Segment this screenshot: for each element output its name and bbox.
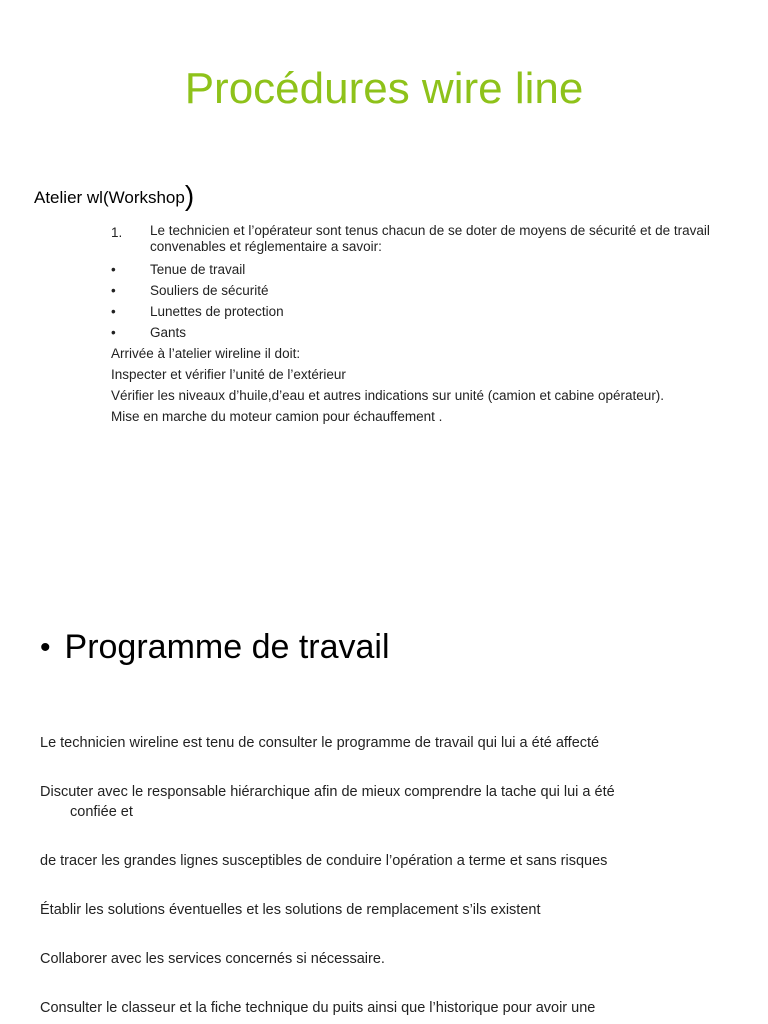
bullet-icon: • bbox=[111, 283, 116, 298]
bullet-icon: • bbox=[40, 630, 51, 664]
list-item-text: Le technicien et l’opérateur sont tenus chacun de se doter de moyens de sécurité et de travail convenables et réglementaire a savoir: bbox=[150, 223, 710, 254]
paragraph bbox=[40, 733, 730, 753]
text-line: Mise en marche du moteur camion pour échauffement . bbox=[111, 409, 443, 424]
page-title: Procédures wire line bbox=[184, 64, 584, 113]
list-item-text: Gants bbox=[150, 325, 187, 340]
paragraph bbox=[40, 851, 730, 871]
list-item-text: Souliers de sécurité bbox=[150, 283, 269, 298]
paragraph bbox=[40, 900, 730, 920]
paragraph-text: Consulter le classeur et la fiche technique du puits ainsi que l’historique pour avoir une bbox=[40, 1000, 596, 1016]
text-line: Inspecter et vérifier l’unité de l’extérieur bbox=[111, 367, 346, 382]
list-item bbox=[111, 322, 751, 343]
list-item bbox=[111, 280, 751, 301]
paragraph bbox=[40, 782, 730, 822]
section-heading-paren: ) bbox=[184, 180, 195, 211]
list-item bbox=[111, 301, 751, 322]
paragraph-text: Discuter avec le responsable hiérarchique afin de mieux comprendre la tache qui lui a été bbox=[40, 784, 615, 800]
bullet-icon: • bbox=[111, 262, 116, 277]
program-heading-text: Programme de travail bbox=[64, 628, 390, 666]
text-line: Arrivée à l’atelier wireline il doit: bbox=[111, 346, 301, 361]
paragraph-text: Le technicien wireline est tenu de consulter le programme de travail qui lui a été affecté bbox=[40, 735, 600, 751]
list-item-text: Lunettes de protection bbox=[150, 304, 284, 319]
procedure-list bbox=[111, 222, 751, 427]
section-heading bbox=[34, 180, 194, 212]
list-item-text: Tenue de travail bbox=[150, 262, 246, 277]
paragraph-text: de tracer les grandes lignes susceptibles de conduire l’opération a terme et sans risques bbox=[40, 853, 608, 869]
paragraph bbox=[40, 998, 730, 1018]
bullet-icon: • bbox=[111, 304, 116, 319]
text-line: Vérifier les niveaux d’huile,d’eau et autres indications sur unité (camion et cabine opérateur). bbox=[111, 388, 665, 403]
program-paragraphs bbox=[40, 733, 730, 1018]
paragraph-text: Établir les solutions éventuelles et les solutions de remplacement s’ils existent bbox=[40, 902, 541, 918]
numbered-item bbox=[111, 222, 751, 259]
paragraph bbox=[40, 949, 730, 969]
bullet-icon: • bbox=[111, 325, 116, 340]
list-item bbox=[111, 259, 751, 280]
list-number: 1. bbox=[111, 225, 123, 240]
section-heading-text: Atelier wl(Workshop bbox=[34, 188, 185, 207]
paragraph-continuation: confiée et bbox=[70, 804, 133, 820]
paragraph-text: Collaborer avec les services concernés si nécessaire. bbox=[40, 951, 385, 967]
program-heading bbox=[40, 628, 390, 667]
